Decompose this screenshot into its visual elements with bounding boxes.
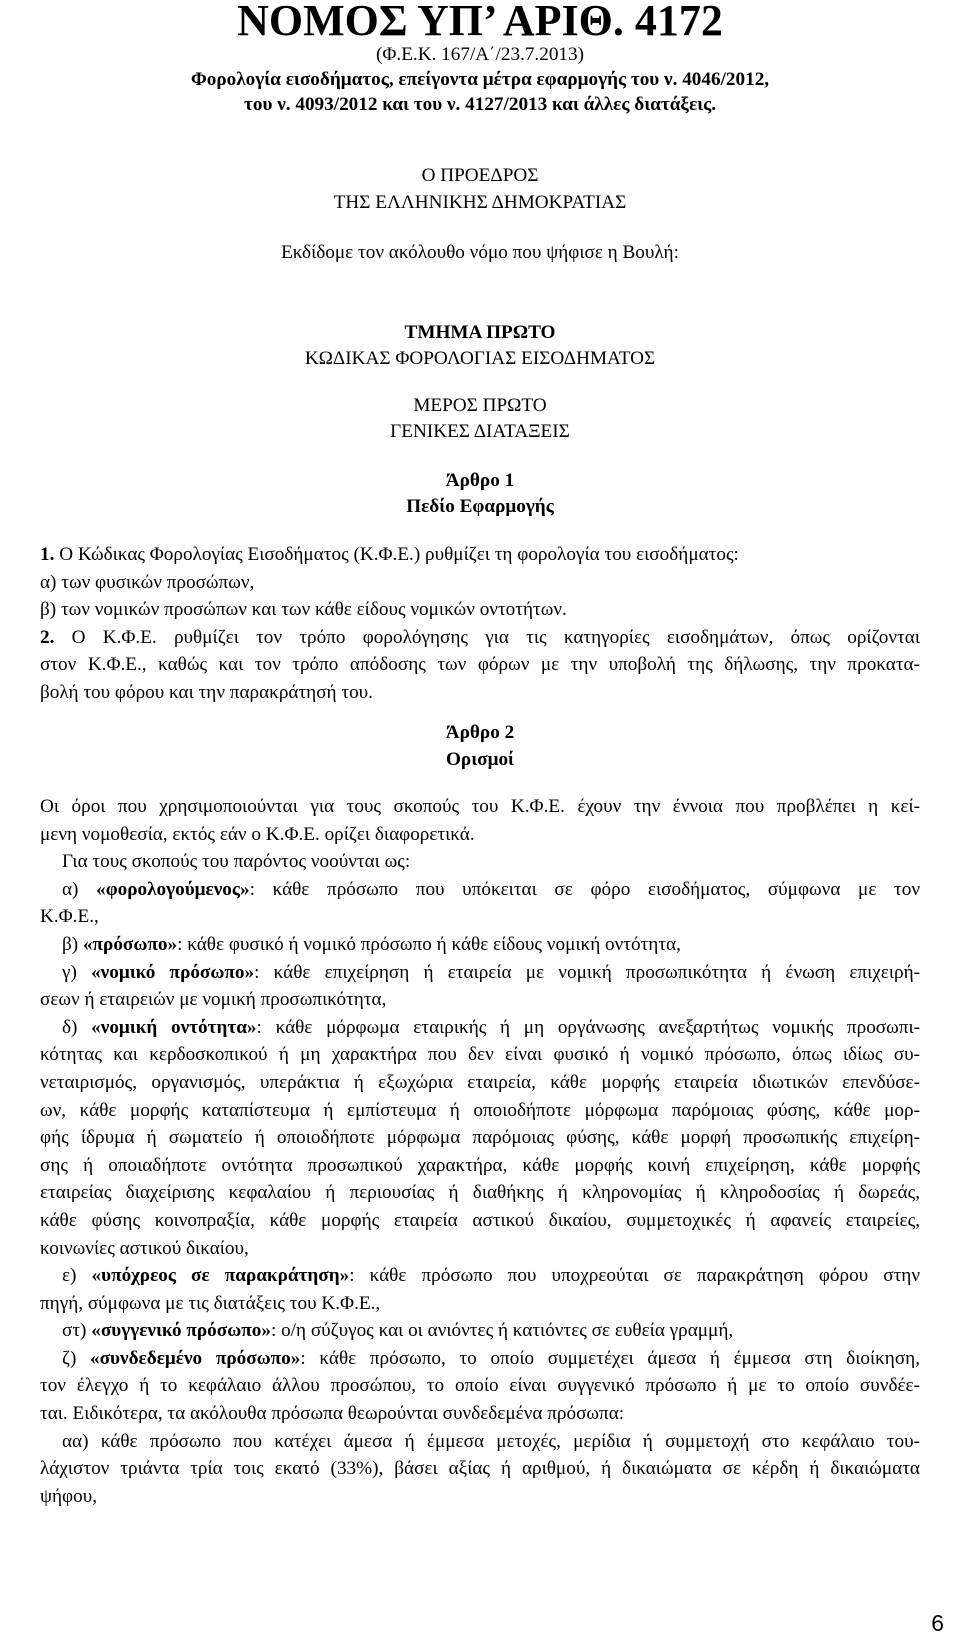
part-subtitle: ΚΩΔΙΚΑΣ ΦΟΡΟΛΟΓΙΑΣ ΕΙΣΟΔΗΜΑΤΟΣ <box>304 348 656 369</box>
section-title: ΜΕΡΟΣ ΠΡΩΤΟ <box>413 395 547 416</box>
definition-d-line-5: φής ίδρυμα ή σωματείο ή οποιοδήποτε μόρφωμα παρόμοιας φύσης, κάθε μορφή προσωπικής επιχείρη- <box>40 1127 920 1149</box>
article-1-body <box>40 541 920 707</box>
defined-term: «υπόχρεος σε παρακράτηση» <box>91 1265 350 1287</box>
definition-c: γ) «νομικό πρόσωπο»: κάθε επιχείρηση ή εταιρεία με νομική προσωπικότητα ή ένωση επιχειρή- <box>62 961 920 983</box>
article-1-paragraph-1: 1. Ο Κώδικας Φορολογίας Εισοδήματος (Κ.Φ.Ε.) ρυθμίζει τη φορολογία του εισοδήματος: <box>40 544 739 565</box>
president-heading-line-2: ΤΗΣ ΕΛΛΗΝΙΚΗΣ ΔΗΜΟΚΡΑΤΙΑΣ <box>333 192 627 213</box>
law-subject-line-2: του ν. 4093/2012 και του ν. 4127/2013 και άλλες διατάξεις. <box>244 94 716 115</box>
section-subtitle: ΓΕΝΙΚΕΣ ΔΙΑΤΑΞΕΙΣ <box>390 421 570 442</box>
law-title: ΝΟΜΟΣ ΥΠ’ ΑΡΙΘ. 4172 <box>237 0 723 45</box>
article-2-intro-line-1: Οι όροι που χρησιμοποιούνται για τους σκοπούς του Κ.Φ.Ε. έχουν την έννοια που προβλέπει η κεί- <box>40 796 920 817</box>
article-1-item-b: β) των νομικών προσώπων και των κάθε είδους νομικών οντοτήτων. <box>40 599 567 621</box>
definition-z-line-2: τον έλεγχο ή το κεφάλαιο άλλου προσώπου, το οποίο είναι συγγενικό πρόσωπο ή με το οποίο συνδέε- <box>40 1375 920 1397</box>
article-1-title: Πεδίο Εφαρμογής <box>406 496 554 517</box>
enactment-formula: Εκδίδομε τον ακόλουθο νόμο που ψήφισε η Βουλή: <box>281 242 679 263</box>
definition-d-line-9: κοινωνίες αστικού δικαίου, <box>40 1237 249 1259</box>
definition-d-line-2: κότητας και κερδοσκοπικού ή μη χαρακτήρα που δεν είναι φυσικό ή νομικό πρόσωπο, όπως ιδίως συ- <box>40 1044 920 1066</box>
article-1-paragraph-2-line-3: βολή του φόρου και την παρακράτησή του. <box>40 681 373 703</box>
definition-a: α) «φορολογούμενος»: κάθε πρόσωπο που υπόκειται σε φόρο εισοδήματος, σύμφωνα με τον <box>62 878 920 900</box>
definition-z-aa: αα) κάθε πρόσωπο που κατέχει άμεσα ή έμμεσα μετοχές, μερίδια ή συμμετοχή στο κεφάλαιο του- <box>62 1430 920 1452</box>
defined-term: «φορολογούμενος» <box>96 878 250 900</box>
definition-b: β) «πρόσωπο»: κάθε φυσικό ή νομικό πρόσωπο ή κάθε είδους νομική οντότητα, <box>62 933 681 955</box>
paragraph-number: 2. <box>40 626 55 648</box>
law-subject-line-1: Φορολογία εισοδήματος, επείγοντα μέτρα εφαρμογής του ν. 4046/2012, <box>190 69 770 90</box>
definition-c-line-2: σεων ή εταιρειών με νομική προσωπικότητα, <box>40 989 387 1011</box>
defined-term: «συνδεδεμένο πρόσωπο» <box>90 1347 301 1369</box>
article-1-paragraph-2-line-2: στον Κ.Φ.Ε., καθώς και τον τρόπο απόδοσης των φόρων με την υποβολή της δήλωσης, την προκατα- <box>40 654 920 676</box>
definition-a-line-2: Κ.Φ.Ε., <box>40 906 99 928</box>
definition-d-line-4: ων, κάθε μορφής καταπίστευμα ή εμπίστευμα ή οποιοδήποτε μόρφωμα παρόμοιας φύσης, κάθε μορ- <box>40 1099 920 1121</box>
gazette-reference: (Φ.Ε.Κ. 167/Α΄/23.7.2013) <box>375 44 584 65</box>
defined-term: «συγγενικό πρόσωπο» <box>91 1320 271 1342</box>
article-2-purposes: Για τους σκοπούς του παρόντος νοούνται ως: <box>62 851 411 873</box>
definition-d-line-6: σης ή οποιαδήποτε οντότητα προσωπικού χαρακτήρα, κάθε μορφής κοινή επιχείρηση, κάθε μορφής <box>40 1154 920 1176</box>
defined-term: «πρόσωπο» <box>82 933 178 955</box>
article-2-heading: Άρθρο 2 <box>445 722 515 743</box>
definition-st: στ) «συγγενικό πρόσωπο»: ο/η σύζυγος και οι ανιόντες ή κατιόντες σε ευθεία γραμμή, <box>62 1320 734 1342</box>
definition-z-aa-line-2: λάχιστον τριάντα τρία τοις εκατό (33%), βάσει αξίας ή αριθμού, ή δικαιώματα σε κέρδη ή δικαιώματα <box>40 1458 920 1480</box>
article-2-intro-line-2: μενη νομοθεσία, εκτός εάν ο Κ.Φ.Ε. ορίζει διαφορετικά. <box>40 823 475 845</box>
definition-z: ζ) «συνδεδεμένο πρόσωπο»: κάθε πρόσωπο, το οποίο συμμετέχει άμεσα ή έμμεσα στη διοίκηση, <box>62 1347 920 1369</box>
definition-d: δ) «νομική οντότητα»: κάθε μόρφωμα εταιρικής ή μη οργάνωσης ανεξαρτήτως νομικής προσωπι- <box>62 1016 920 1038</box>
paragraph-number: 1. <box>40 544 55 565</box>
definition-e-line-2: πηγή, σύμφωνα με τις διατάξεις του Κ.Φ.Ε., <box>40 1292 381 1314</box>
defined-term: «νομικό πρόσωπο» <box>91 961 255 983</box>
definition-d-line-3: νεταιρισμός, οργανισμός, υπεράκτια ή εξωχώρια εταιρεία, κάθε μορφής εταιρεία ιδιωτικών επενδύσε- <box>40 1071 920 1093</box>
part-title: ΤΜΗΜΑ ΠΡΩΤΟ <box>404 322 556 343</box>
definition-e: ε) «υπόχρεος σε παρακράτηση»: κάθε πρόσωπο που υποχρεούται σε παρακράτηση φόρου στην <box>62 1265 920 1287</box>
president-heading-line-1: Ο ΠΡΟΕΔΡΟΣ <box>421 165 539 186</box>
definition-z-line-3: ται. Ειδικότερα, τα ακόλουθα πρόσωπα θεωρούνται συνδεδεμένα πρόσωπα: <box>40 1403 625 1425</box>
article-2-body <box>40 793 920 1510</box>
definition-z-aa-line-3: ψήφου, <box>40 1485 98 1507</box>
article-2-title: Ορισμοί <box>446 749 514 770</box>
page-number: 6 <box>931 1610 944 1636</box>
defined-term: «νομική οντότητα» <box>91 1016 257 1038</box>
article-1-heading: Άρθρο 1 <box>445 470 515 491</box>
definition-d-line-8: κάθε φύσης κοινοπραξία, κάθε μορφής εταιρεία αστικού δικαίου, συμμετοχικές ή αφανείς εταιρείες, <box>40 1209 920 1231</box>
article-1-paragraph-2: 2. Ο Κ.Φ.Ε. ρυθμίζει τον τρόπο φορολόγησης για τις κατηγορίες εισοδημάτων, όπως ορίζονται <box>40 626 920 648</box>
definition-d-line-7: εταιρείας διαχείρισης κεφαλαίου ή περιουσίας ή διαθήκης ή κληρονομίας ή κληροδοσίας ή δωρεάς, <box>40 1182 920 1204</box>
article-1-item-a: α) των φυσικών προσώπων, <box>40 571 255 593</box>
